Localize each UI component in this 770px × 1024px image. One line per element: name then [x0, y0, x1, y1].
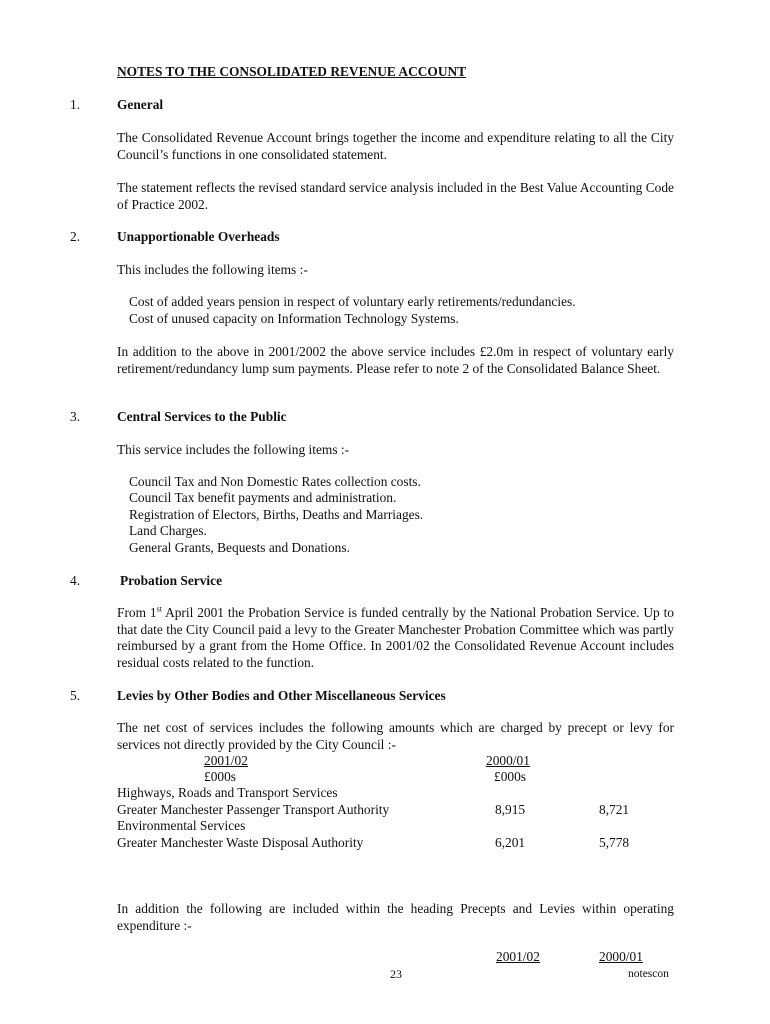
section-number: 1.	[70, 97, 81, 112]
list-item: Registration of Electors, Births, Deaths and Marriages.	[129, 507, 424, 522]
list-item: Cost of added years pension in respect of voluntary early retirements/redundancies.	[129, 294, 576, 309]
table-row-label: Highways, Roads and Transport Services	[117, 785, 338, 800]
section-3-intro: This service includes the following items :-	[117, 442, 350, 457]
table-col-year-2000-01: 2000/01	[486, 753, 530, 768]
page-number: 23	[390, 967, 402, 981]
table-cell: 6,201	[495, 835, 526, 850]
section-number: 4.	[70, 573, 81, 588]
section-number: 5.	[70, 688, 81, 703]
list-item: Land Charges.	[129, 523, 207, 538]
list-item: Council Tax benefit payments and administration.	[129, 490, 397, 505]
section-4-paragraph: From 1st April 2001 the Probation Service is funded centrally by the National Probation Service. Up to that date the City Council paid a levy to the Greater Manchester Probation Committee which was partly reimbursed by a grant from the Home Office. In 2001/02 the Consolidated Revenue Account includes residual costs related to the function.	[117, 604, 675, 670]
table-row-label: Environmental Services	[117, 818, 246, 833]
table-col-unit: £000s	[204, 769, 236, 784]
section-number: 2.	[70, 229, 81, 244]
table-col-unit: £000s	[494, 769, 526, 784]
section-1-paragraph-2: The statement reflects the revised standard service analysis included in the Best Value Accounting Code of Practice 2002.	[117, 180, 674, 212]
table2-col-year-2000-01: 2000/01	[599, 949, 643, 964]
table-cell: 5,778	[599, 835, 630, 850]
section-5-intro: The net cost of services includes the following amounts which are charged by precept or levy for services not directly provided by the City Council :-	[117, 720, 674, 752]
page-title: NOTES TO THE CONSOLIDATED REVENUE ACCOUNT	[117, 64, 467, 79]
table-row-label: Greater Manchester Passenger Transport Authority	[117, 802, 390, 817]
table-cell: 8,915	[495, 802, 526, 817]
section-heading-levies: Levies by Other Bodies and Other Miscellaneous Services	[117, 688, 446, 703]
table-cell: 8,721	[599, 802, 630, 817]
table-row-label: Greater Manchester Waste Disposal Authority	[117, 835, 364, 850]
list-item: General Grants, Bequests and Donations.	[129, 540, 350, 555]
section-5-paragraph-2: In addition the following are included within the heading Precepts and Levies within operating expenditure :-	[117, 901, 674, 933]
section-heading-unapportionable-overheads: Unapportionable Overheads	[117, 229, 280, 244]
table-col-year-2001-02: 2001/02	[204, 753, 248, 768]
list-item: Council Tax and Non Domestic Rates collection costs.	[129, 474, 421, 489]
section-heading-central-services: Central Services to the Public	[117, 409, 287, 424]
table2-col-year-2001-02: 2001/02	[496, 949, 540, 964]
section-2-paragraph: In addition to the above in 2001/2002 the above service includes £2.0m in respect of voluntary early retirement/redundancy lump sum payments. Please refer to note 2 of the Consolidated Balance Sheet.	[117, 344, 674, 376]
section-2-intro: This includes the following items :-	[117, 262, 308, 277]
section-1-paragraph-1: The Consolidated Revenue Account brings together the income and expenditure relating to all the City Council’s functions in one consolidated statement.	[117, 130, 674, 162]
footer-reference: notescon	[628, 968, 669, 980]
section-number: 3.	[70, 409, 81, 424]
section-heading-general: General	[117, 97, 164, 112]
section-heading-probation-service: Probation Service	[120, 573, 223, 588]
list-item: Cost of unused capacity on Information Technology Systems.	[129, 311, 459, 326]
